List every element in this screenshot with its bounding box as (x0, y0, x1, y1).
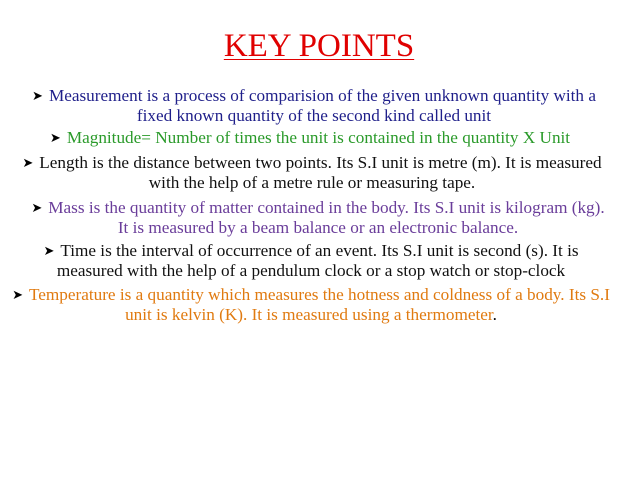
point-mass (0, 198, 638, 237)
point-text: Mass is the quantity of matter contained in the body. Its S.I unit is kilogram (kg). It is measured by a beam balance or an electronic balance. (48, 198, 605, 237)
point-measurement (0, 86, 638, 125)
point-text: Time is the interval of occurrence of an event. Its S.I unit is second (s). It is measured with the help of a pendulum clock or a stop watch or stop-clock (56, 241, 579, 280)
point-time (0, 241, 638, 280)
point-text: Measurement is a process of comparision of the given unknown quantity with a fixed known quantity of the second kind called unit (48, 86, 596, 125)
point-text: Magnitude= Number of times the unit is contained in the quantity X Unit (66, 128, 571, 147)
arrowhead-bullet-icon: ➤ (43, 244, 55, 259)
point-length (0, 153, 638, 192)
arrowhead-bullet-icon: ➤ (32, 89, 43, 104)
arrowhead-bullet-icon: ➤ (22, 156, 34, 171)
slide-title: KEY POINTS (223, 28, 415, 64)
point-magnitude (0, 128, 638, 148)
point-text: Temperature is a quantity which measures the hotness and coldness of a body. Its S.I unit is kelvin (K). It is measured using a thermometer (28, 285, 610, 324)
point-tail: . (492, 305, 497, 324)
arrowhead-bullet-icon: ➤ (12, 288, 23, 303)
key-points-list (0, 86, 638, 324)
arrowhead-bullet-icon: ➤ (49, 131, 61, 146)
arrowhead-bullet-icon: ➤ (31, 201, 43, 216)
point-temperature (0, 285, 638, 324)
point-text: Length is the distance between two points. Its S.I unit is metre (m). It is measured with the help of a metre rule or measuring tape. (39, 153, 602, 192)
